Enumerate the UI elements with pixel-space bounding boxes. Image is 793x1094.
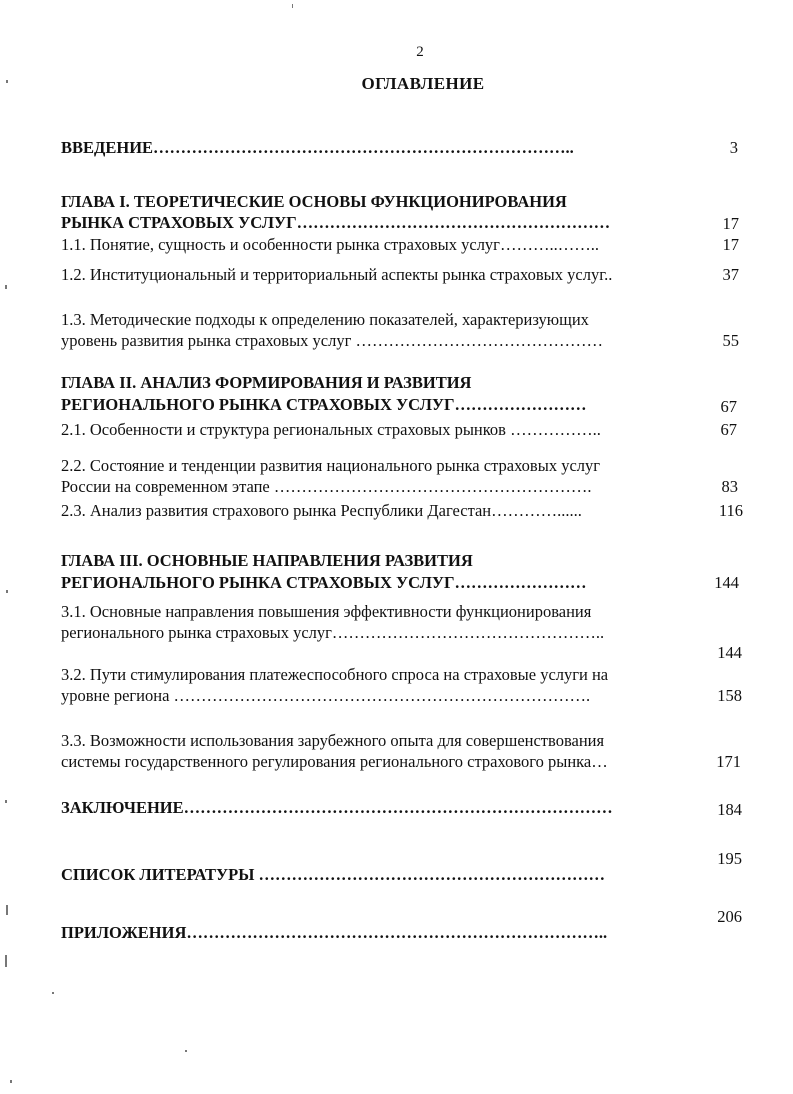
section-1-3: 1.3. Методические подходы к определению показателей, характеризующих (61, 310, 589, 329)
section-3-3-cont: системы государственного регулирования регионального страхового рынка… (61, 752, 608, 771)
section-3-3: 3.3. Возможности использования зарубежного опыта для совершенствования (61, 731, 605, 750)
scan-speck (6, 80, 8, 83)
toc-references-page: 195 (717, 849, 742, 868)
document-title: ОГЛАВЛЕНИЕ (361, 74, 485, 93)
chapter3-heading: ГЛАВА III. ОСНОВНЫЕ НАПРАВЛЕНИЯ РАЗВИТИЯ (61, 551, 473, 570)
section-3-1-page: 144 (717, 643, 742, 662)
scan-speck (5, 955, 7, 967)
section-3-2-cont: уровне региона …………………………………………………………………. (61, 686, 591, 705)
section-1-1-page: 17 (722, 235, 739, 254)
section-2-2: 2.2. Состояние и тенденции развития национального рынка страховых услуг (61, 456, 601, 475)
section-3-1-cont: регионального рынка страховых услуг………………………………………….. (61, 623, 605, 642)
section-2-3: 2.3. Анализ развития страхового рынка Республики Дагестан…………...... (61, 501, 582, 520)
scan-speck (292, 4, 293, 8)
toc-appendices-page: 206 (717, 907, 742, 926)
page-number: 2 (416, 44, 424, 60)
chapter2-heading: ГЛАВА II. АНАЛИЗ ФОРМИРОВАНИЯ И РАЗВИТИЯ (61, 373, 472, 392)
section-3-2: 3.2. Пути стимулирования платежеспособного спроса на страховые услуги на (61, 665, 609, 684)
section-1-1: 1.1. Понятие, сущность и особенности рынка страховых услуг………..…….. (61, 235, 599, 254)
section-2-1: 2.1. Особенности и структура региональных страховых рынков …………….. (61, 420, 601, 439)
section-1-3-cont: уровень развития рынка страховых услуг ……………………………………… (61, 331, 603, 350)
toc-references: СПИСОК ЛИТЕРАТУРЫ ……………………………………………………… (61, 865, 606, 884)
section-3-2-page: 158 (717, 686, 742, 705)
section-2-3-page: 116 (718, 501, 743, 520)
scan-speck (5, 285, 7, 289)
chapter2-heading-cont: РЕГИОНАЛЬНОГО РЫНКА СТРАХОВЫХ УСЛУГ…………………… (61, 395, 587, 414)
chapter2-page: 67 (720, 397, 737, 416)
section-1-2: 1.2. Институциональный и территориальный аспекты рынка страховых услуг.. (61, 265, 613, 284)
scan-speck (6, 905, 8, 915)
toc-introduction: ВВЕДЕНИЕ………………………………………………………………….. (61, 138, 574, 157)
scan-speck (5, 800, 7, 803)
chapter1-page: 17 (722, 214, 739, 233)
section-2-2-cont: России на современном этапе …………………………………………………. (61, 477, 592, 496)
toc-conclusion-page: 184 (717, 800, 742, 819)
scan-speck (185, 1050, 187, 1052)
section-1-3-page: 55 (722, 331, 739, 350)
scan-speck (6, 590, 8, 593)
section-2-1-page: 67 (720, 420, 737, 439)
section-3-1: 3.1. Основные направления повышения эффективности функционирования (61, 602, 592, 621)
toc-introduction-page: 3 (729, 138, 738, 157)
toc-conclusion: ЗАКЛЮЧЕНИЕ…………………………………………………………………… (61, 798, 613, 817)
chapter3-page: 144 (714, 573, 739, 592)
chapter1-heading-cont: РЫНКА СТРАХОВЫХ УСЛУГ………………………………………………… (61, 213, 611, 232)
toc-appendices: ПРИЛОЖЕНИЯ………………………………………………………………….. (61, 923, 608, 942)
chapter1-heading: ГЛАВА I. ТЕОРЕТИЧЕСКИЕ ОСНОВЫ ФУНКЦИОНИРОВАНИЯ (61, 192, 567, 211)
section-3-3-page: 171 (716, 752, 741, 771)
chapter3-heading-cont: РЕГИОНАЛЬНОГО РЫНКА СТРАХОВЫХ УСЛУГ…………………… (61, 573, 587, 592)
scan-speck (10, 1080, 12, 1083)
section-2-2-page: 83 (721, 477, 738, 496)
section-1-2-page: 37 (722, 265, 739, 284)
scan-speck (52, 992, 54, 994)
